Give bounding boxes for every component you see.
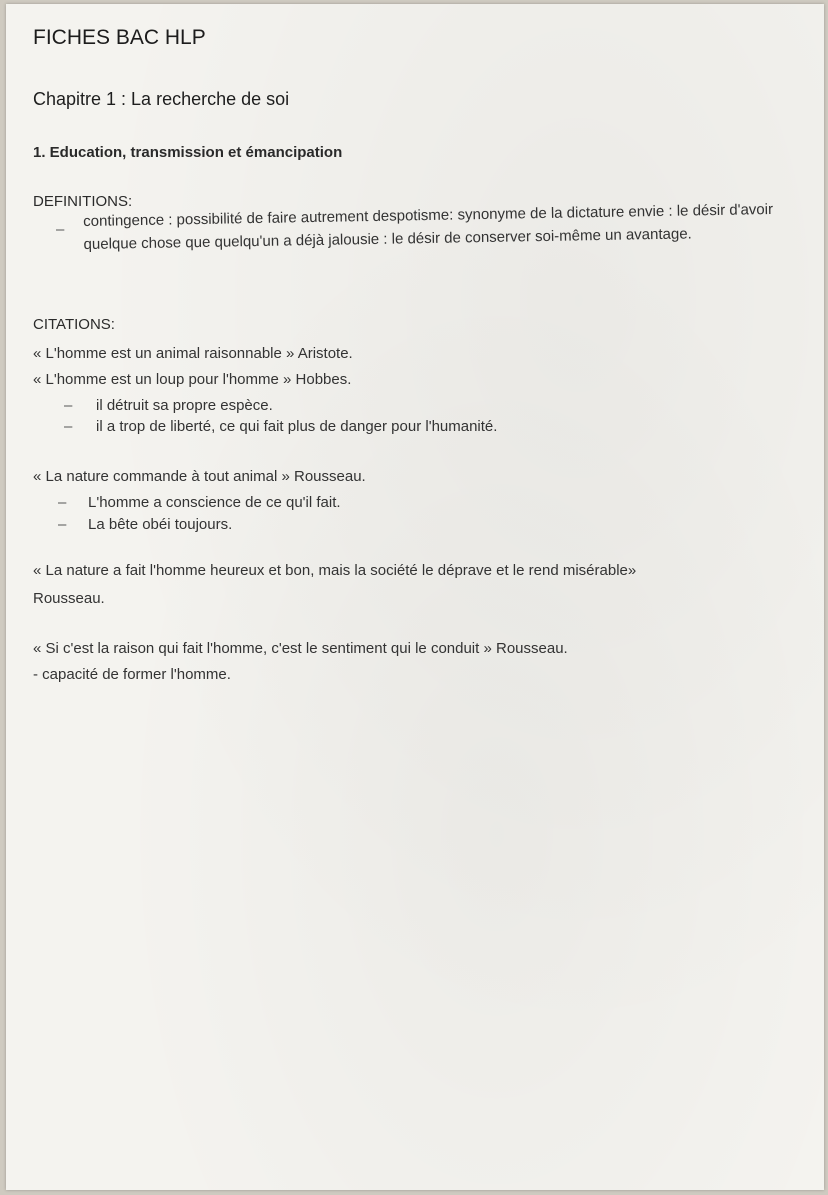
chapter-heading: Chapitre 1 : La recherche de soi xyxy=(33,89,290,109)
citations-label: CITATIONS: xyxy=(33,316,115,333)
definitions-bullet: – xyxy=(56,221,65,238)
definitions-label: DEFINITIONS: xyxy=(33,193,133,210)
document-title: FICHES BAC HLP xyxy=(33,26,206,49)
list-bullet: – xyxy=(64,418,73,435)
quote-hobbes: « L'homme est un loup pour l'homme » Hobbes. xyxy=(33,371,352,388)
list-bullet: – xyxy=(64,397,73,414)
document-page xyxy=(6,4,824,1190)
quote-rousseau-raison: « Si c'est la raison qui fait l'homme, c'est le sentiment qui le conduit » Rousseau. xyxy=(33,640,568,657)
list-item: La bête obéi toujours. xyxy=(88,516,233,533)
quote-rousseau-societe: « La nature a fait l'homme heureux et bon, mais la société le déprave et le rend misérable» xyxy=(33,562,637,579)
section-heading: 1. Education, transmission et émancipation xyxy=(33,144,343,161)
list-item: il a trop de liberté, ce qui fait plus de danger pour l'humanité. xyxy=(96,418,498,435)
list-bullet: – xyxy=(58,494,67,511)
list-item: il détruit sa propre espèce. xyxy=(96,397,273,414)
list-bullet: – xyxy=(58,516,67,533)
quote-aristote: « L'homme est un animal raisonnable » Aristote. xyxy=(33,345,353,362)
definitions-text: contingence : possibilité de faire autrement despotisme: synonyme de la dictature envie : le désir d'avoir quelque chose que quelqu'un a déjà jalousie : le désir de conserver soi-même un avantage. xyxy=(83,200,774,253)
quote-rousseau-societe-author: Rousseau. xyxy=(33,590,105,607)
quote-rousseau-nature: « La nature commande à tout animal » Rousseau. xyxy=(33,468,366,485)
list-item: L'homme a conscience de ce qu'il fait. xyxy=(88,494,341,511)
quote-rousseau-note: - capacité de former l'homme. xyxy=(33,666,231,683)
